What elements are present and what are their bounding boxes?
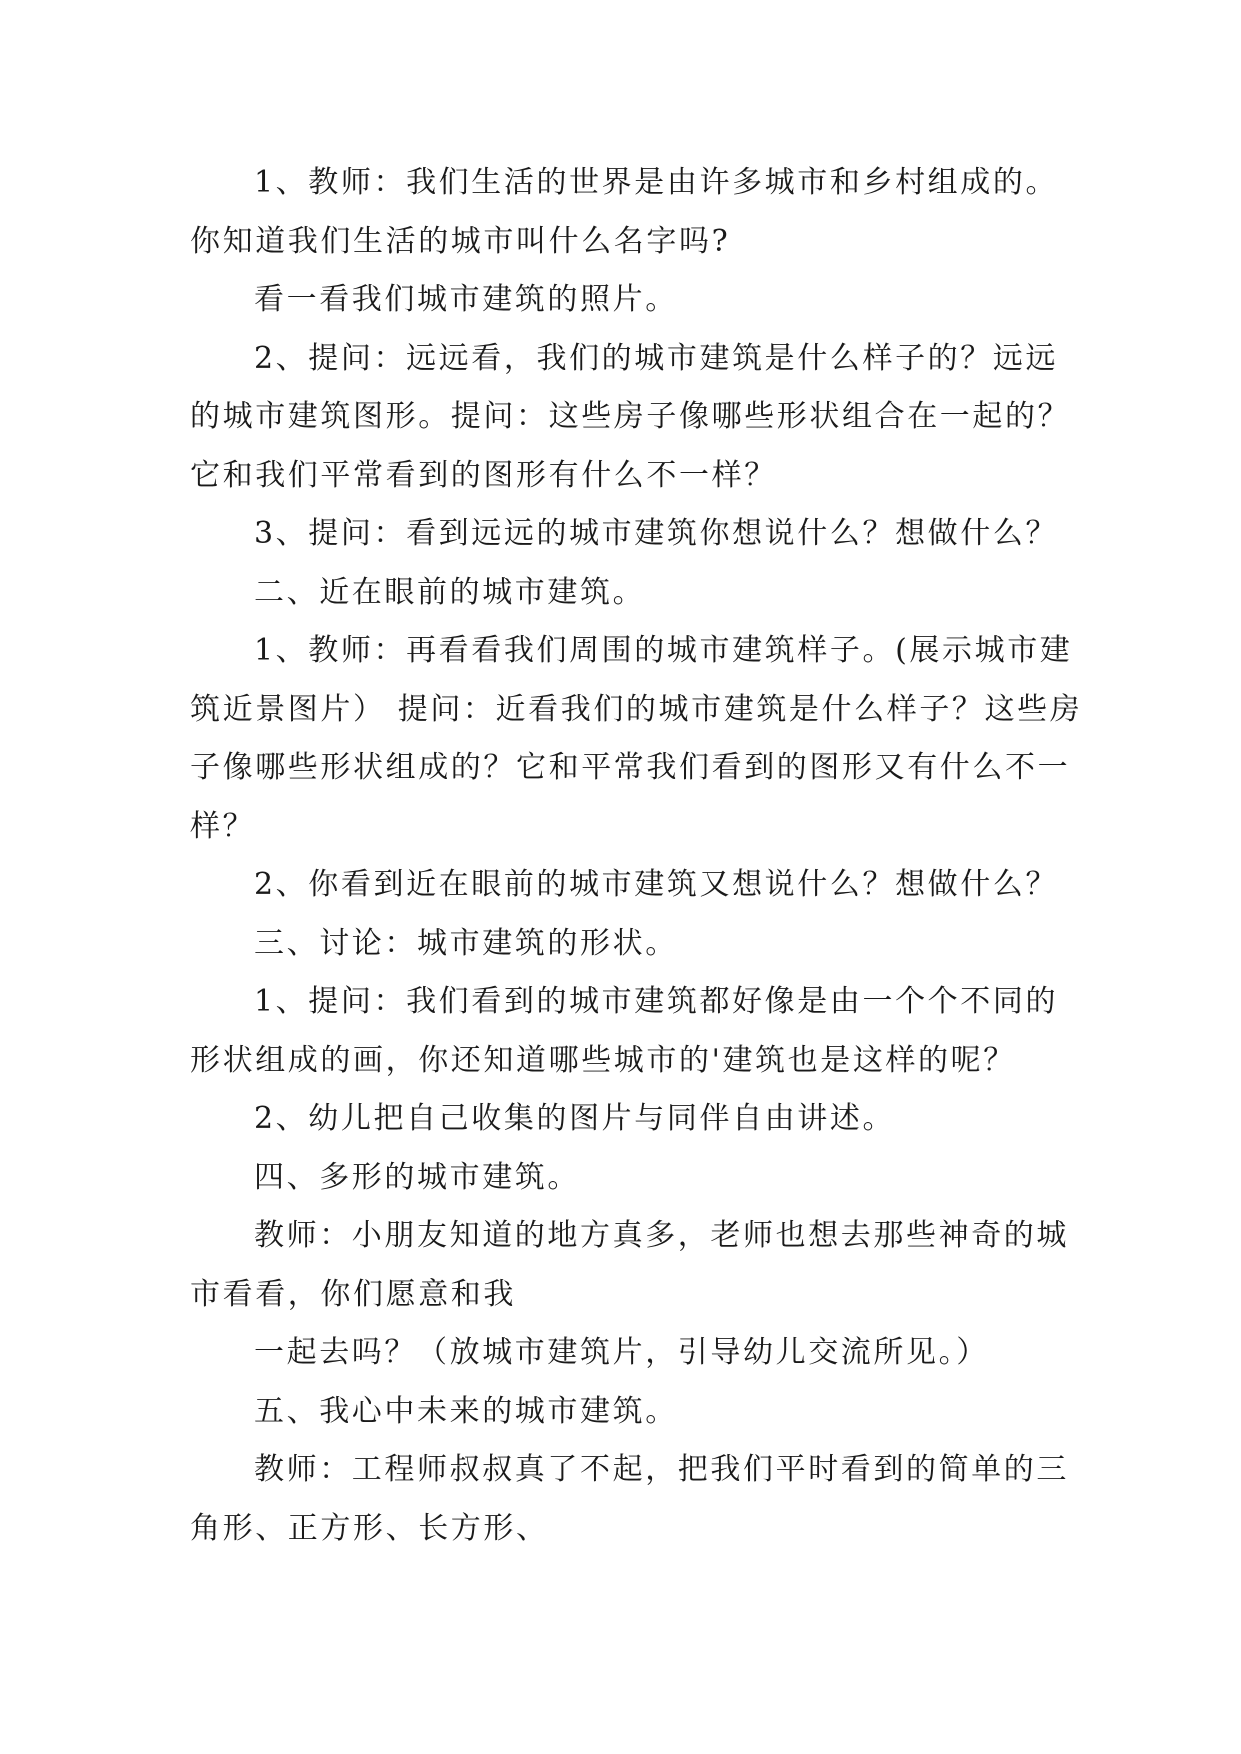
paragraph-10: 一起去吗？（放城市建筑片，引导幼儿交流所见。）: [254, 1335, 989, 1370]
document-body: [190, 154, 1090, 1558]
paragraph-9: 教师：小朋友知道的地方真多，老师也想去那些神奇的城市看看，你们愿意和我: [190, 1218, 1069, 1312]
section-heading-2: 二、近在眼前的城市建筑。: [254, 574, 646, 610]
paragraph-8: 2、幼儿把自己收集的图片与同伴自由讲述。: [254, 1101, 896, 1136]
paragraph-6: 2、你看到近在眼前的城市建筑又想说什么？想做什么？: [254, 867, 1059, 902]
paragraph-5: 1、教师：再看看我们周围的城市建筑样子。(展示城市建筑近景图片） 提问：近看我们的城市建筑是什么样子？这些房子像哪些形状组成的？它和平常我们看到的图形又有什么不一样？: [190, 633, 1083, 844]
section-heading-4: 四、多形的城市建筑。: [254, 1159, 580, 1195]
paragraph-7: 1、提问：我们看到的城市建筑都好像是由一个个不同的形状组成的画，你还知道哪些城市的'建筑也是这样的呢？: [190, 984, 1059, 1078]
paragraph-3: 2、提问：远远看，我们的城市建筑是什么样子的？远远的城市建筑图形。提问：这些房子像哪些形状组合在一起的？它和我们平常看到的图形有什么不一样？: [190, 340, 1071, 493]
paragraph-1: 1、教师：我们生活的世界是由许多城市和乡村组成的。你知道我们生活的城市叫什么名字吗?: [190, 165, 1059, 259]
paragraph-11: 教师：工程师叔叔真了不起，把我们平时看到的简单的三角形、正方形、长方形、: [190, 1452, 1069, 1546]
paragraph-2: 看一看我们城市建筑的照片。: [254, 282, 678, 317]
paragraph-4: 3、提问：看到远远的城市建筑你想说什么？想做什么？: [254, 516, 1059, 551]
section-heading-3: 三、讨论：城市建筑的形状。: [254, 925, 678, 961]
section-heading-5: 五、我心中未来的城市建筑。: [254, 1393, 678, 1429]
